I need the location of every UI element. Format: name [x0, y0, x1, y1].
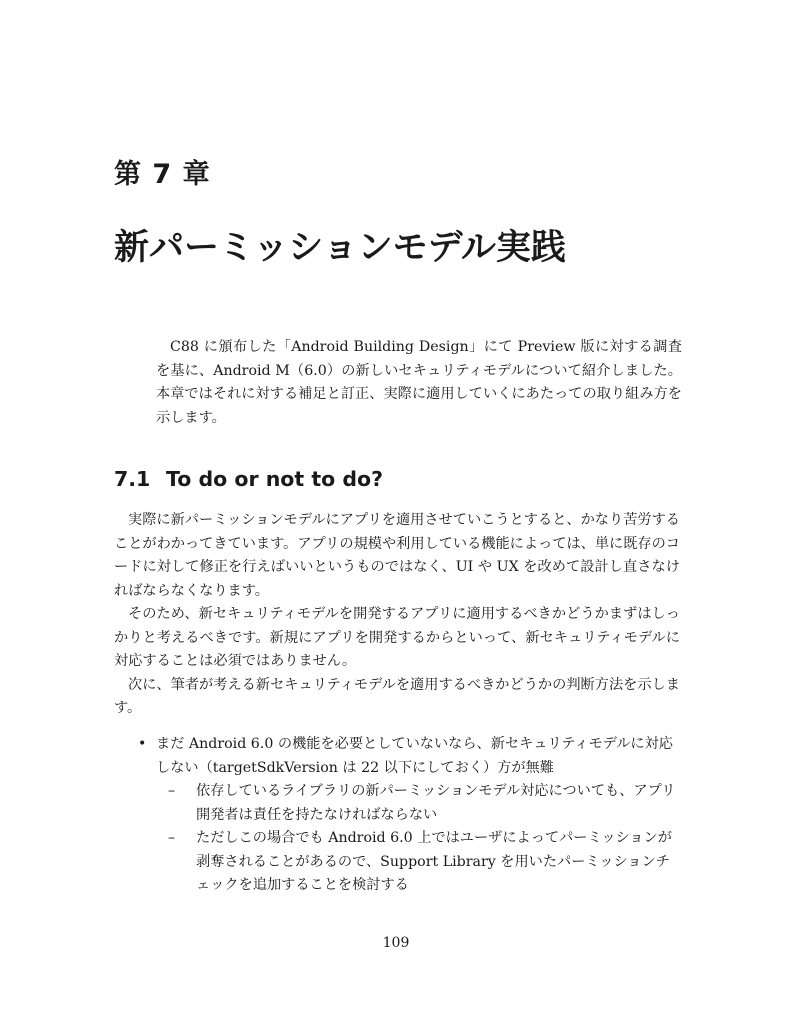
- section-body: [114, 509, 680, 721]
- sub-bullet-text: ただしこの場合でも Android 6.0 上ではユーザによってパーミッションが剥奪されることがあるので、Support Library を用いたパーミッションチェックを追加することを検討する: [196, 830, 672, 893]
- bullet-list: [138, 733, 680, 898]
- sub-bullet-list: [156, 780, 680, 898]
- paragraph: 次に、筆者が考える新セキュリティモデルを適用するべきかどうかの判断方法を示します。: [114, 676, 680, 716]
- dash-marker: –: [168, 783, 176, 799]
- section-number: 7.1: [114, 467, 151, 491]
- sub-bullet-item: [168, 827, 680, 898]
- bullet-item: [138, 733, 680, 898]
- chapter-abstract: C88 に頒布した「Android Building Design」にて Preview 版に対する調査を基に、Android M（6.0）の新しいセキュリティモデルについて紹介しました。本章ではそれに対する補足と訂正、実際に適用していくにあたっての取り組み方を示します。: [156, 339, 682, 426]
- bullet-marker: •: [138, 736, 147, 752]
- dash-marker: –: [168, 830, 176, 846]
- section-heading: [114, 467, 383, 491]
- paragraph: そのため、新セキュリティモデルを開発するアプリに適用するべきかどうかまずはしっかりと考えるべきです。新規にアプリを開発するからといって、新セキュリティモデルに対応することは必須ではありません。: [114, 606, 680, 669]
- sub-bullet-text: 依存しているライブラリの新パーミッションモデル対応についても、アプリ開発者は責任を持たなければならない: [196, 783, 676, 823]
- sub-bullet-item: [168, 780, 680, 827]
- bullet-text: まだ Android 6.0 の機能を必要としていないなら、新セキュリティモデルに対応しない（targetSdkVersion は 22 以下にしておく）方が無難: [156, 736, 673, 776]
- chapter-label: 第 7 章: [114, 159, 211, 190]
- section-title: To do or not to do?: [166, 467, 383, 491]
- paragraph: 実際に新パーミッションモデルにアプリを適用させていこうとすると、かなり苦労することがわかってきています。アプリの規模や利用している機能によっては、単に既存のコードに対して修正を行えばいいというものではなく、UI や UX を改めて設計し直さなければならなくなります。: [114, 512, 680, 599]
- chapter-title: 新パーミッションモデル実践: [114, 228, 566, 268]
- page-number: 109: [382, 935, 410, 951]
